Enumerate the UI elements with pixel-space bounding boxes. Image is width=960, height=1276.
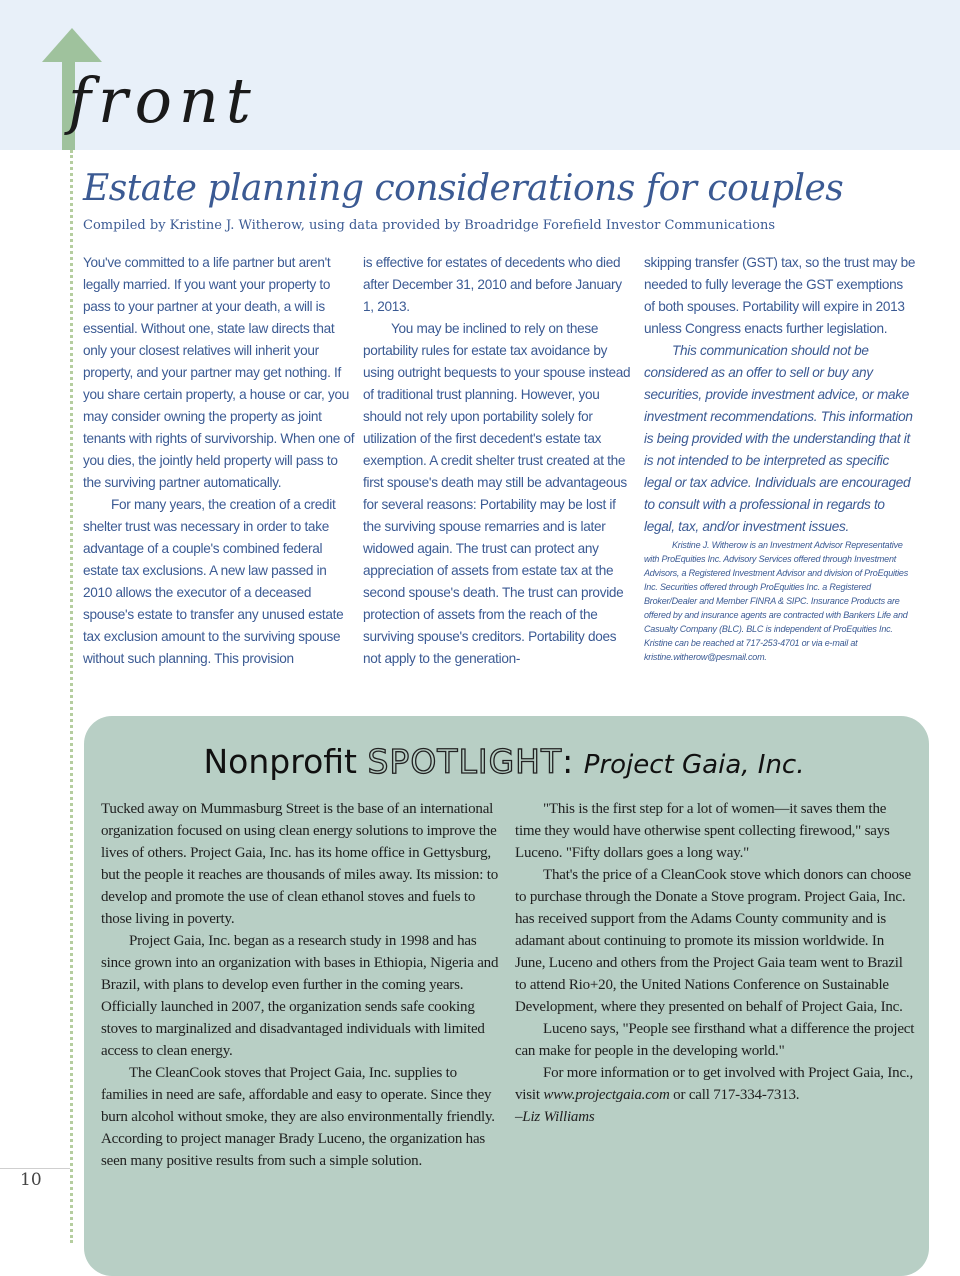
- article-column-3: [644, 252, 916, 664]
- spotlight-title-word: Nonprofit: [203, 742, 357, 781]
- disclaimer-text: This communication should not be considered as an offer to sell or buy any securities, provide investment advice, or make investment recommendations. This information is being provided with the understanding that it is not intended to be interpreted as specific legal or tax advice. Individuals are encouraged to consult with a professional in regards to legal, tax, and/or investment issues.: [644, 343, 913, 534]
- article-byline: Compiled by Kristine J. Witherow, using data provided by Broadridge Forefield Investor Communications: [83, 218, 776, 233]
- spotlight-title-outline-word: SPOTLIGHT: [367, 742, 563, 781]
- up-arrow-icon: [42, 28, 102, 62]
- website-link[interactable]: www.projectgaia.com: [543, 1087, 670, 1103]
- spotlight-paragraph: The CleanCook stoves that Project Gaia, Inc. supplies to families in need are safe, affordable and easy to operate. Since they burn alcohol without smoke, they are also environmentally friendly. According to project manager Brady Luceno, the organization has seen many positive results from such a simple solution.: [101, 1065, 495, 1169]
- article-paragraph: You may be inclined to rely on these portability rules for estate tax avoidance by using outright bequests to your spouse instead of traditional trust planning. However, you should not rely upon portability solely for utilization of the first decedent's estate tax exemption. A credit shelter trust created at the first spouse's death may still be advantageous for several reasons: Portability may be lost if the surviving spouse remarries and is later widowed again. The trust can protect any appreciation of assets from estate tax at the second spouse's death. The trust can provide protection of assets from the reach of the surviving spouse's creditors. Portability does not apply to the generation-: [363, 321, 631, 666]
- spotlight-title: [0, 742, 960, 785]
- spotlight-column-2: [515, 798, 915, 1128]
- author-signature: –Liz Williams: [515, 1109, 595, 1125]
- article-paragraph: skipping transfer (GST) tax, so the trust may be needed to fully leverage the GST exemptions of both spouses. Portability will expire in 2013 unless Congress enacts further legislation.: [644, 255, 916, 336]
- article-paragraph: You've committed to a life partner but aren't legally married. If you want your property to pass to your partner at your death, a will is essential. Without one, state law directs that only your closest relatives will inherit your property, and your partner may get nothing. If you share certain property, a house or car, you may consider owning the property as joint tenants with rights of survivorship. When one of you dies, the jointly held property will pass to the surviving partner automatically.: [83, 255, 355, 490]
- spotlight-paragraph: Project Gaia, Inc. began as a research study in 1998 and has since grown into an organization with bases in Ethiopia, Nigeria and Brazil, with plans to develop even further in the coming years. Officially launched in 2007, the organization sends safe cooking stoves to marginalized and disadvantaged individuals with limited access to clean energy.: [101, 933, 499, 1059]
- spotlight-title-subject: Project Gaia, Inc.: [583, 750, 805, 780]
- advisor-fine-print: Kristine J. Witherow is an Investment Advisor Representative with ProEquities Inc. Advisory Services offered through Investment Advisors, a Registered Investment Advisor and division of ProEquities Inc. Securities offered through ProEquities Inc. a Registered Broker/Dealer and Member FINRA & SIPC. Insurance Products are offered by and insurance agents are contracted with Bankers Life and Casualty Company (BLC). BLC is independent of ProEquities Inc. Kristine can be reached at 717-253-4701 or via e-mail at kristine.witherow@pesmail.com.: [644, 540, 909, 662]
- contact-phone-text: or call 717-334-7313.: [673, 1087, 800, 1103]
- article-column-2: [363, 252, 635, 670]
- spotlight-paragraph: Luceno says, "People see firsthand what a difference the project can make for people in the developing world.": [515, 1021, 915, 1059]
- spotlight-paragraph: Tucked away on Mummasburg Street is the base of an international organization focused on using clean energy solutions to improve the lives of others. Project Gaia, Inc. has its home office in Gettysburg, but the people it reaches are thousands of miles away. Its mission: to develop and promote the use of clean ethanol stoves and fuels to those living in poverty.: [101, 801, 499, 927]
- spotlight-title-colon: :: [562, 742, 574, 781]
- dotted-margin-rule: [70, 150, 73, 1243]
- article-title: Estate planning considerations for couples: [83, 168, 844, 209]
- spotlight-column-1: [101, 798, 501, 1172]
- spotlight-paragraph: That's the price of a CleanCook stove which donors can choose to purchase through the Donate a Stove program. Project Gaia, Inc. has received support from the Adams County community and is adamant about continuing to promote its mission worldwide. In June, Luceno and others from the Project Gaia team went to Brazil to attend Rio+20, the United Nations Conference on Sustainable Development, where they presented on behalf of Project Gaia, Inc.: [515, 867, 911, 1015]
- article-column-1: [83, 252, 355, 670]
- page-number: 10: [20, 1170, 42, 1190]
- spotlight-paragraph: "This is the first step for a lot of women—it saves them the time they would have otherwise spent collecting firewood," says Luceno. "Fifty dollars goes a long way.": [515, 801, 890, 861]
- page-number-rule: [0, 1168, 70, 1169]
- article-paragraph: is effective for estates of decedents who died after December 31, 2010 and before January 1, 2013.: [363, 255, 622, 314]
- section-label: front: [68, 64, 258, 137]
- spotlight-contact-paragraph: [515, 1062, 915, 1106]
- contact-lead-text: For more information or to get involved with Project Gaia, Inc., visit: [515, 1065, 914, 1103]
- article-paragraph: For many years, the creation of a credit shelter trust was necessary in order to take advantage of a couple's combined federal estate tax exclusions. A new law passed in 2010 allows the executor of a deceased spouse's estate to transfer any unused estate tax exclusion amount to the surviving spouse without such planning. This provision: [83, 497, 344, 666]
